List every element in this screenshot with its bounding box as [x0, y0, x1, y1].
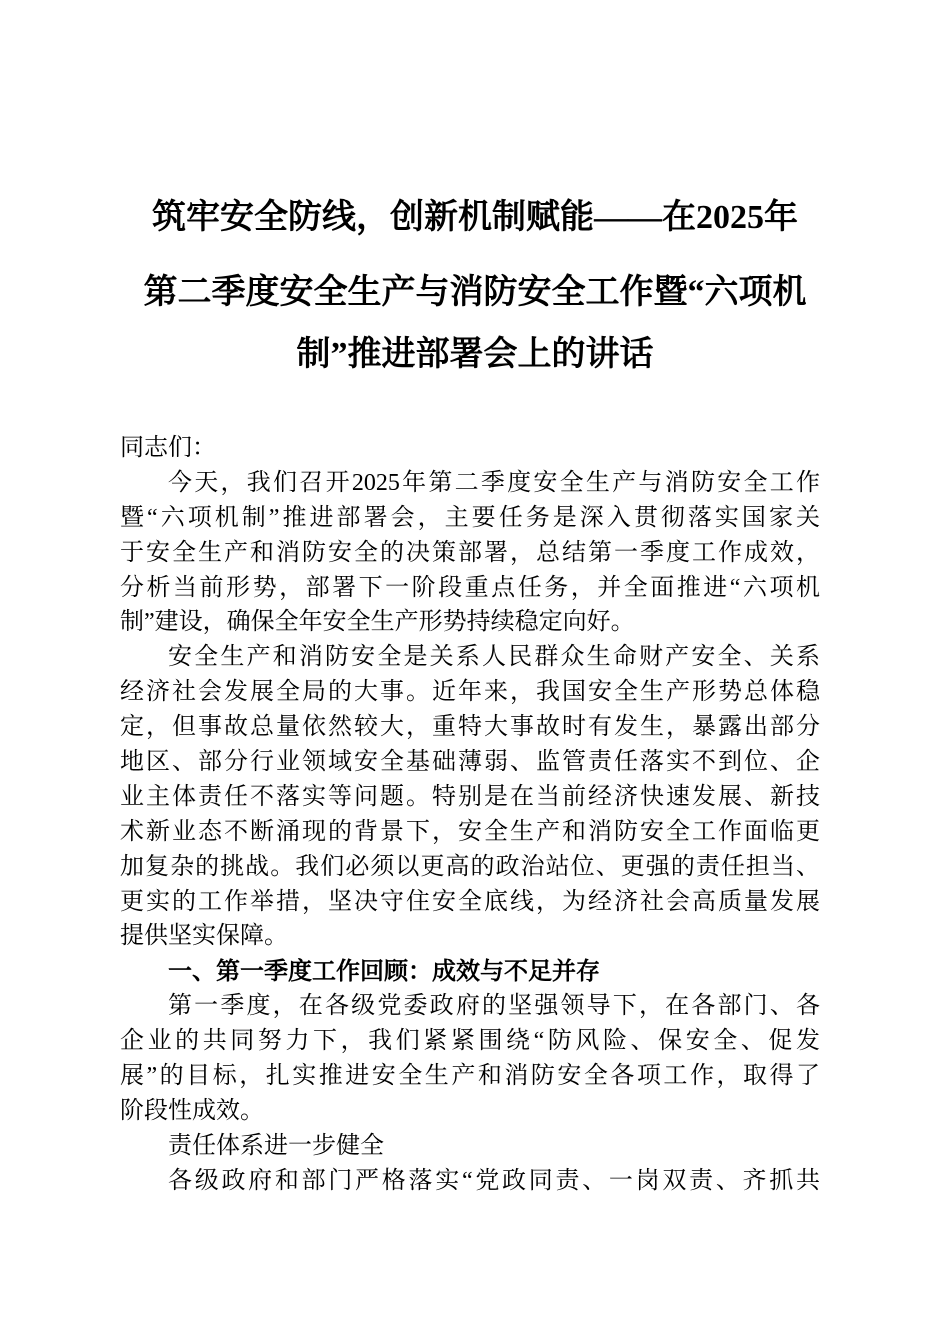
text-line: 分析当前形势，部署下一阶段重点任务，并全面推进“六项机: [120, 574, 820, 601]
text-line: 术新业态不断涌现的背景下，安全生产和消防安全工作面临更: [120, 818, 820, 845]
text-line: 经济社会发展全局的大事。近年来，我国安全生产形势总体稳: [120, 679, 820, 706]
paragraph: [120, 989, 820, 1129]
title-line-1: 筑牢安全防线，创新机制赋能——在2025年: [152, 199, 798, 236]
text-line: 阶段性成效。: [120, 1097, 264, 1124]
text-line: 企业的共同努力下，我们紧紧围绕“防风险、保安全、促发: [120, 1028, 820, 1055]
paragraph: [120, 466, 820, 640]
text-line: 各级政府和部门严格落实“党政同责、一岗双责、齐抓共: [168, 1167, 820, 1194]
text-line: 地区、部分行业领域安全基础薄弱、监管责任落实不到位、企: [120, 749, 820, 776]
paragraph: [120, 640, 820, 954]
text-line: 加复杂的挑战。我们必须以更高的政治站位、更强的责任担当、: [120, 853, 820, 880]
text-line: 责任体系进一步健全: [168, 1132, 384, 1159]
subheading: [120, 1129, 820, 1164]
text-line: 更实的工作举措，坚决守住安全底线，为经济社会高质量发展: [120, 888, 820, 915]
text-line: 今天，我们召开2025年第二季度安全生产与消防安全工作: [168, 469, 820, 496]
text-line: 于安全生产和消防安全的决策部署，总结第一季度工作成效，: [120, 539, 820, 566]
text-line: 第一季度，在各级党委政府的坚强领导下，在各部门、各: [168, 993, 820, 1020]
text-line: 业主体责任不落实等问题。特别是在当前经济快速发展、新技: [120, 783, 820, 810]
salutation: [120, 431, 820, 466]
title-line-2: 第二季度安全生产与消防安全工作暨“六项机: [143, 274, 807, 311]
title-line-3: 制”推进部署会上的讲话: [296, 336, 654, 373]
text-line: 暨“六项机制”推进部署会，主要任务是深入贯彻落实国家关: [120, 504, 820, 531]
text-line: 制”建设，确保全年安全生产形势持续稳定向好。: [120, 609, 635, 636]
text-line: 展”的目标，扎实推进安全生产和消防安全各项工作，取得了: [120, 1063, 820, 1090]
document-body: [120, 431, 820, 1199]
heading: [120, 954, 820, 989]
text-line: 一、第一季度工作回顾：成效与不足并存: [168, 957, 600, 986]
text-line: 安全生产和消防安全是关系人民群众生命财产安全、关系: [168, 644, 820, 671]
text-line: 同志们：: [120, 435, 216, 461]
text-line: 定，但事故总量依然较大，重特大事故时有发生，暴露出部分: [120, 714, 820, 741]
paragraph: [120, 1164, 820, 1199]
text-line: 提供坚实保障。: [120, 923, 288, 950]
